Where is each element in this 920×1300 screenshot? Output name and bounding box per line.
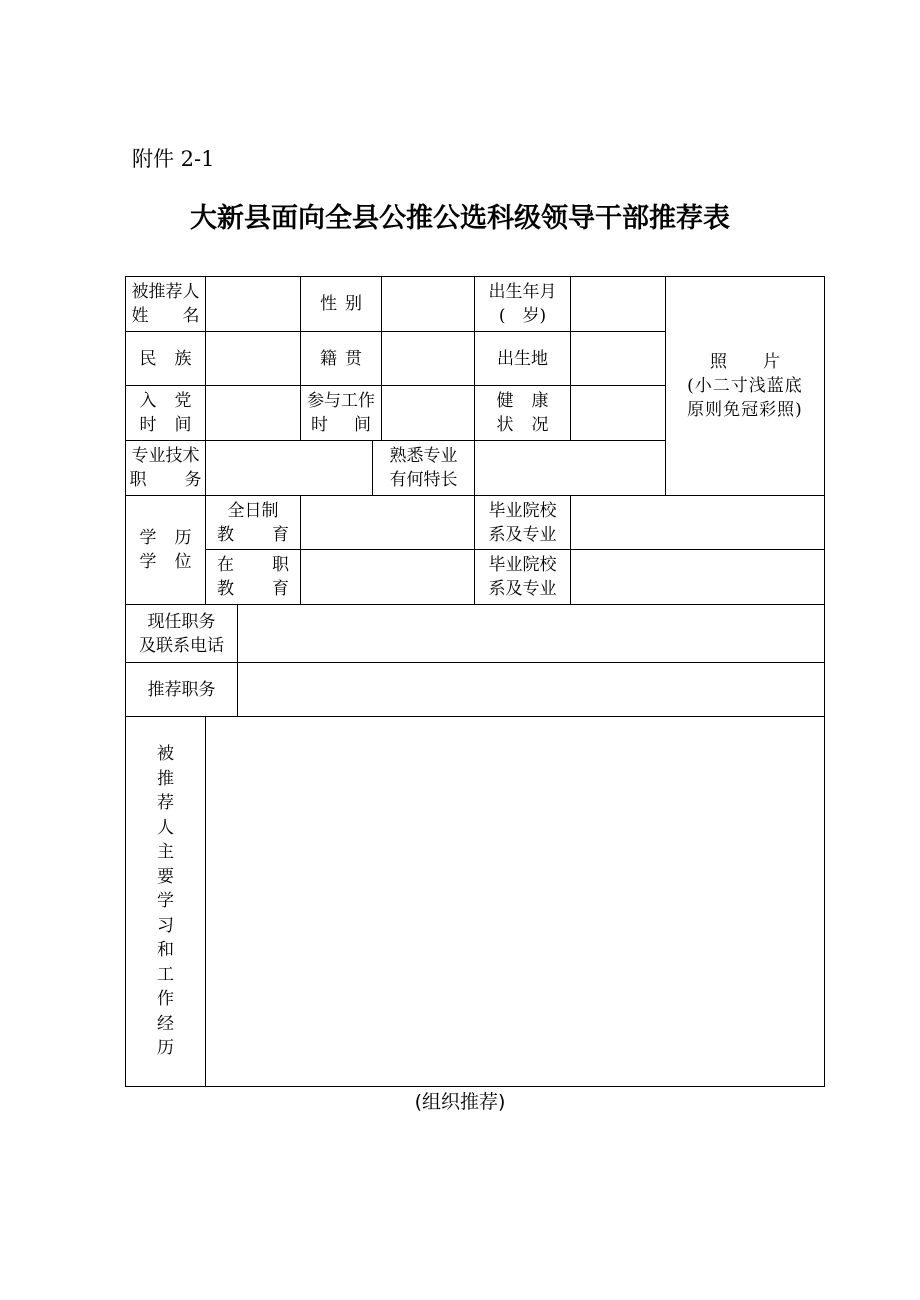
ethnicity-label: 民 族 xyxy=(139,348,192,369)
fulltime-education-input[interactable] xyxy=(301,496,474,549)
annex-label: 附件 2-1 xyxy=(132,147,215,171)
birth-date-label: 出生年月 ( 岁) xyxy=(488,282,557,326)
birth-date-input[interactable] xyxy=(571,277,665,331)
inservice-education-label: 在 职 教 育 xyxy=(217,555,289,599)
inservice-school-input[interactable] xyxy=(571,550,824,604)
fulltime-school-label: 毕业院校 系及专业 xyxy=(488,500,557,545)
name-input[interactable] xyxy=(206,277,300,331)
health-input[interactable] xyxy=(571,386,665,440)
name-label: 被推荐人 姓 名 xyxy=(131,282,200,326)
native-place-input[interactable] xyxy=(382,332,474,385)
recommendation-form xyxy=(125,276,825,1087)
birthplace-label: 出生地 xyxy=(497,348,548,369)
gender-input[interactable] xyxy=(382,277,474,331)
party-date-label: 入 党 时 间 xyxy=(139,391,192,435)
party-date-input[interactable] xyxy=(206,386,300,440)
native-place-label: 籍 贯 xyxy=(320,348,362,369)
fulltime-school-input[interactable] xyxy=(571,496,824,549)
specialty-label: 熟悉专业 有何特长 xyxy=(389,446,458,490)
birthplace-input[interactable] xyxy=(571,332,665,385)
specialty-input[interactable] xyxy=(475,441,665,495)
recommended-post-input[interactable] xyxy=(238,663,824,716)
inservice-education-input[interactable] xyxy=(301,550,474,604)
ethnicity-input[interactable] xyxy=(206,332,300,385)
tech-title-input[interactable] xyxy=(206,441,372,495)
gender-label: 性 别 xyxy=(320,294,362,314)
photo-note: (小二寸浅蓝底 xyxy=(687,376,803,396)
work-date-label: 参与工作 时 间 xyxy=(307,391,375,435)
current-post-label: 现任职务 及联系电话 xyxy=(139,611,224,656)
health-label: 健 康 状 况 xyxy=(496,391,549,435)
photo-box[interactable]: 照 片 (小二寸浅蓝底 原则免冠彩照) xyxy=(687,352,803,420)
current-post-input[interactable] xyxy=(238,605,824,662)
form-title: 大新县面向全县公推公选科级领导干部推荐表 xyxy=(190,203,730,234)
experience-label: 被 推 荐 人 主 要 学 习 和 工 作 经 历 xyxy=(157,744,174,1059)
photo-note: 原则免冠彩照) xyxy=(687,400,803,420)
inservice-school-label: 毕业院校 系及专业 xyxy=(488,555,557,599)
tech-title-label: 专业技术 职 务 xyxy=(129,446,202,490)
fulltime-education-label: 全日制 教 育 xyxy=(217,500,289,545)
form-caption: (组织推荐) xyxy=(414,1091,506,1113)
work-date-input[interactable] xyxy=(382,386,474,440)
experience-input[interactable] xyxy=(206,717,824,1086)
recommended-post-label: 推荐职务 xyxy=(147,679,216,700)
education-label: 学 历 学 位 xyxy=(139,528,192,572)
